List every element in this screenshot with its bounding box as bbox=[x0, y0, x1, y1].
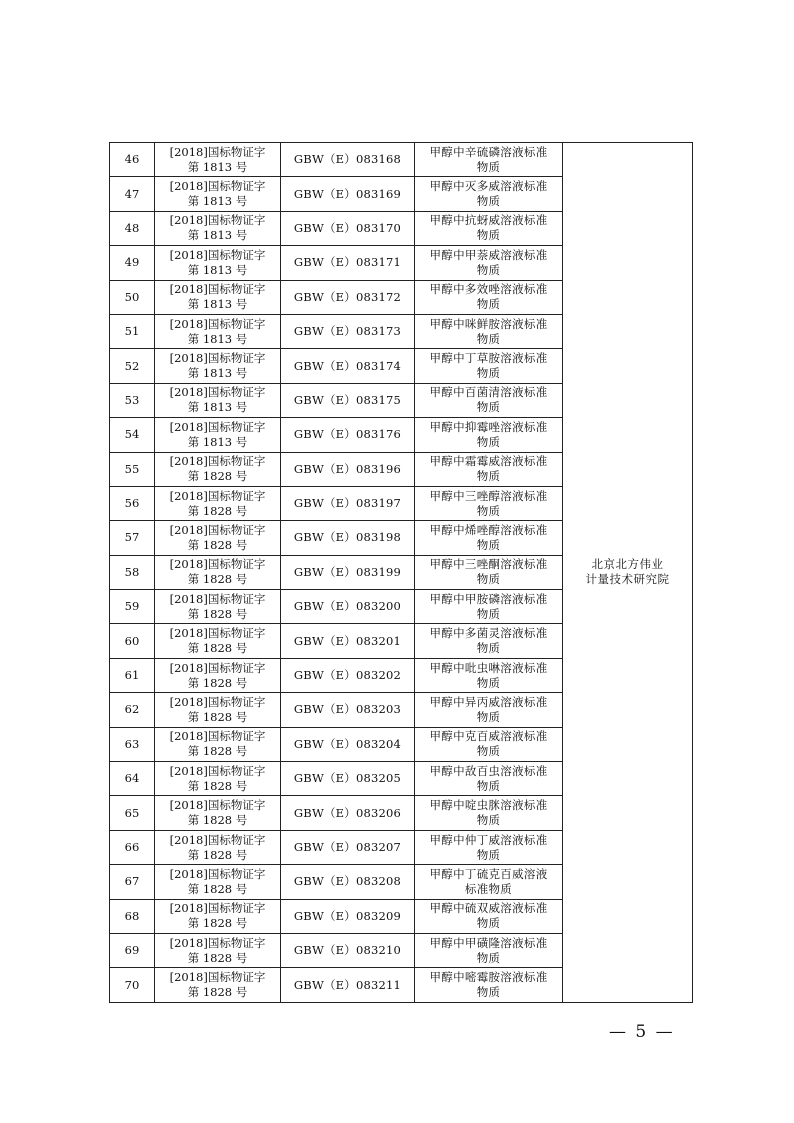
cell-gbw-code: GBW（E）083172 bbox=[281, 280, 415, 314]
cell-material-name bbox=[415, 521, 563, 555]
certificate-line: 第 1813 号 bbox=[187, 331, 248, 346]
cell-material-name bbox=[415, 280, 563, 314]
certificate-line: [2018]国标物证字 bbox=[169, 282, 266, 297]
material-name-line: 物质 bbox=[476, 194, 501, 209]
material-name-line: 甲醇中辛硫磷溶液标准 bbox=[429, 144, 548, 159]
cell-certificate-number bbox=[155, 349, 281, 383]
material-name-line: 物质 bbox=[476, 709, 501, 724]
certificate-line: [2018]国标物证字 bbox=[169, 316, 266, 331]
certificate-line: 第 1828 号 bbox=[187, 675, 248, 690]
cell-certificate-number bbox=[155, 796, 281, 830]
cell-serial-number: 64 bbox=[110, 762, 155, 796]
cell-certificate-number bbox=[155, 968, 281, 1002]
cell-gbw-code: GBW（E）083175 bbox=[281, 383, 415, 417]
cell-material-name bbox=[415, 590, 563, 624]
material-name-line: 甲醇中甲磺隆溶液标准 bbox=[429, 935, 548, 950]
cell-gbw-code: GBW（E）083203 bbox=[281, 693, 415, 727]
unit-line: 计量技术研究院 bbox=[585, 572, 670, 587]
cell-gbw-code: GBW（E）083209 bbox=[281, 899, 415, 933]
certificate-line: [2018]国标物证字 bbox=[169, 591, 266, 606]
cell-serial-number: 55 bbox=[110, 452, 155, 486]
cell-serial-number: 58 bbox=[110, 555, 155, 589]
material-name-line: 甲醇中丁硫克百威溶液 bbox=[429, 866, 548, 881]
material-name-line: 甲醇中烯唑醇溶液标准 bbox=[429, 522, 548, 537]
certificate-line: [2018]国标物证字 bbox=[169, 488, 266, 503]
cell-gbw-code: GBW（E）083210 bbox=[281, 933, 415, 967]
cell-material-name bbox=[415, 865, 563, 899]
cell-material-name bbox=[415, 693, 563, 727]
certificate-line: 第 1813 号 bbox=[187, 262, 248, 277]
cell-gbw-code: GBW（E）083205 bbox=[281, 762, 415, 796]
cell-gbw-code: GBW（E）083196 bbox=[281, 452, 415, 486]
certificate-line: [2018]国标物证字 bbox=[169, 557, 266, 572]
material-name-line: 甲醇中灭多威溶液标准 bbox=[429, 179, 548, 194]
cell-gbw-code: GBW（E）083169 bbox=[281, 177, 415, 211]
cell-serial-number: 68 bbox=[110, 899, 155, 933]
certificate-line: 第 1813 号 bbox=[187, 434, 248, 449]
cell-gbw-code: GBW（E）083202 bbox=[281, 658, 415, 692]
cell-material-name bbox=[415, 555, 563, 589]
certificate-line: 第 1828 号 bbox=[187, 744, 248, 759]
material-name-line: 甲醇中硫双威溶液标准 bbox=[429, 901, 548, 916]
cell-certificate-number bbox=[155, 865, 281, 899]
certificate-line: [2018]国标物证字 bbox=[169, 144, 266, 159]
material-name-line: 物质 bbox=[476, 916, 501, 931]
cell-gbw-code: GBW（E）083207 bbox=[281, 830, 415, 864]
material-name-line: 甲醇中抑霉唑溶液标准 bbox=[429, 419, 548, 434]
certificate-line: 第 1828 号 bbox=[187, 778, 248, 793]
cell-gbw-code: GBW（E）083171 bbox=[281, 246, 415, 280]
material-name-line: 甲醇中甲胺磷溶液标准 bbox=[429, 591, 548, 606]
cell-serial-number: 51 bbox=[110, 314, 155, 348]
cell-certificate-number bbox=[155, 899, 281, 933]
certificate-line: 第 1813 号 bbox=[187, 297, 248, 312]
cell-certificate-number bbox=[155, 693, 281, 727]
certificate-line: 第 1828 号 bbox=[187, 537, 248, 552]
cell-certificate-number bbox=[155, 211, 281, 245]
cell-certificate-number bbox=[155, 933, 281, 967]
certificate-line: [2018]国标物证字 bbox=[169, 351, 266, 366]
material-name-line: 物质 bbox=[476, 675, 501, 690]
cell-material-name bbox=[415, 418, 563, 452]
cell-certificate-number bbox=[155, 246, 281, 280]
material-name-line: 物质 bbox=[476, 744, 501, 759]
material-name-line: 甲醇中异丙威溶液标准 bbox=[429, 694, 548, 709]
material-name-line: 甲醇中克百威溶液标准 bbox=[429, 729, 548, 744]
cell-serial-number: 54 bbox=[110, 418, 155, 452]
table-body bbox=[110, 143, 693, 1003]
cell-serial-number: 47 bbox=[110, 177, 155, 211]
cell-gbw-code: GBW（E）083211 bbox=[281, 968, 415, 1002]
certificate-line: [2018]国标物证字 bbox=[169, 970, 266, 985]
cell-certificate-number bbox=[155, 727, 281, 761]
cell-serial-number: 70 bbox=[110, 968, 155, 1002]
cell-material-name bbox=[415, 968, 563, 1002]
certificate-line: 第 1828 号 bbox=[187, 916, 248, 931]
certificate-line: [2018]国标物证字 bbox=[169, 901, 266, 916]
material-name-line: 物质 bbox=[476, 641, 501, 656]
page-number: — 5 — bbox=[609, 1022, 675, 1042]
material-name-line: 甲醇中咪鲜胺溶液标准 bbox=[429, 316, 548, 331]
cell-gbw-code: GBW（E）083200 bbox=[281, 590, 415, 624]
cell-material-name bbox=[415, 762, 563, 796]
material-name-line: 甲醇中吡虫啉溶液标准 bbox=[429, 660, 548, 675]
material-name-line: 甲醇中霜霉威溶液标准 bbox=[429, 454, 548, 469]
cell-serial-number: 50 bbox=[110, 280, 155, 314]
table-row bbox=[110, 143, 693, 177]
material-name-line: 物质 bbox=[476, 331, 501, 346]
cell-certificate-number bbox=[155, 555, 281, 589]
material-name-line: 甲醇中多菌灵溶液标准 bbox=[429, 626, 548, 641]
cell-certificate-number bbox=[155, 383, 281, 417]
cell-serial-number: 49 bbox=[110, 246, 155, 280]
unit-line: 北京北方伟业 bbox=[591, 557, 664, 572]
material-name-line: 甲醇中敌百虫溶液标准 bbox=[429, 763, 548, 778]
certificate-line: 第 1813 号 bbox=[187, 228, 248, 243]
certificate-line: [2018]国标物证字 bbox=[169, 179, 266, 194]
cell-certificate-number bbox=[155, 177, 281, 211]
cell-certificate-number bbox=[155, 418, 281, 452]
cell-gbw-code: GBW（E）083204 bbox=[281, 727, 415, 761]
cell-gbw-code: GBW（E）083206 bbox=[281, 796, 415, 830]
cell-gbw-code: GBW（E）083201 bbox=[281, 624, 415, 658]
material-name-line: 物质 bbox=[476, 366, 501, 381]
material-name-line: 甲醇中啶虫脒溶液标准 bbox=[429, 798, 548, 813]
cell-certificate-number bbox=[155, 830, 281, 864]
certificate-line: 第 1828 号 bbox=[187, 985, 248, 1000]
material-name-line: 物质 bbox=[476, 537, 501, 552]
certificate-line: 第 1828 号 bbox=[187, 881, 248, 896]
cell-material-name bbox=[415, 899, 563, 933]
material-name-line: 物质 bbox=[476, 985, 501, 1000]
certificate-line: [2018]国标物证字 bbox=[169, 866, 266, 881]
cell-serial-number: 46 bbox=[110, 143, 155, 177]
certificate-line: [2018]国标物证字 bbox=[169, 935, 266, 950]
cell-certificate-number bbox=[155, 486, 281, 520]
material-name-line: 物质 bbox=[476, 813, 501, 828]
cell-developing-unit bbox=[563, 143, 693, 1003]
certificate-line: 第 1828 号 bbox=[187, 606, 248, 621]
cell-material-name bbox=[415, 933, 563, 967]
material-name-line: 物质 bbox=[476, 469, 501, 484]
certificate-line: [2018]国标物证字 bbox=[169, 798, 266, 813]
material-name-line: 物质 bbox=[476, 228, 501, 243]
material-name-line: 物质 bbox=[476, 950, 501, 965]
material-name-line: 甲醇中百菌清溶液标准 bbox=[429, 385, 548, 400]
certificate-line: 第 1813 号 bbox=[187, 366, 248, 381]
cell-certificate-number bbox=[155, 314, 281, 348]
certificate-line: 第 1828 号 bbox=[187, 641, 248, 656]
cell-material-name bbox=[415, 452, 563, 486]
certificate-line: [2018]国标物证字 bbox=[169, 729, 266, 744]
cell-material-name bbox=[415, 246, 563, 280]
cell-certificate-number bbox=[155, 280, 281, 314]
material-name-line: 甲醇中多效唑溶液标准 bbox=[429, 282, 548, 297]
cell-serial-number: 63 bbox=[110, 727, 155, 761]
cell-serial-number: 53 bbox=[110, 383, 155, 417]
material-name-line: 物质 bbox=[476, 503, 501, 518]
cell-serial-number: 52 bbox=[110, 349, 155, 383]
material-name-line: 物质 bbox=[476, 606, 501, 621]
cell-gbw-code: GBW（E）083198 bbox=[281, 521, 415, 555]
cell-certificate-number bbox=[155, 143, 281, 177]
certificate-line: [2018]国标物证字 bbox=[169, 454, 266, 469]
certificate-line: 第 1813 号 bbox=[187, 400, 248, 415]
cell-certificate-number bbox=[155, 590, 281, 624]
certificate-line: 第 1828 号 bbox=[187, 469, 248, 484]
cell-serial-number: 65 bbox=[110, 796, 155, 830]
certificate-line: [2018]国标物证字 bbox=[169, 694, 266, 709]
material-name-line: 标准物质 bbox=[464, 881, 513, 896]
certificate-line: [2018]国标物证字 bbox=[169, 385, 266, 400]
cell-material-name bbox=[415, 383, 563, 417]
cell-material-name bbox=[415, 658, 563, 692]
cell-material-name bbox=[415, 177, 563, 211]
cell-gbw-code: GBW（E）083174 bbox=[281, 349, 415, 383]
cell-gbw-code: GBW（E）083199 bbox=[281, 555, 415, 589]
certificate-line: [2018]国标物证字 bbox=[169, 247, 266, 262]
certificate-line: 第 1828 号 bbox=[187, 503, 248, 518]
cell-certificate-number bbox=[155, 452, 281, 486]
certificate-line: [2018]国标物证字 bbox=[169, 522, 266, 537]
cell-certificate-number bbox=[155, 624, 281, 658]
cell-certificate-number bbox=[155, 521, 281, 555]
cell-serial-number: 59 bbox=[110, 590, 155, 624]
certificate-line: [2018]国标物证字 bbox=[169, 626, 266, 641]
material-name-line: 物质 bbox=[476, 297, 501, 312]
certificate-line: 第 1828 号 bbox=[187, 950, 248, 965]
certificate-line: 第 1828 号 bbox=[187, 572, 248, 587]
material-name-line: 物质 bbox=[476, 400, 501, 415]
certificate-line: 第 1813 号 bbox=[187, 194, 248, 209]
material-name-line: 甲醇中嘧霉胺溶液标准 bbox=[429, 970, 548, 985]
cell-material-name bbox=[415, 211, 563, 245]
cell-serial-number: 69 bbox=[110, 933, 155, 967]
material-name-line: 甲醇中三唑酮溶液标准 bbox=[429, 557, 548, 572]
certificate-line: [2018]国标物证字 bbox=[169, 832, 266, 847]
certificate-line: 第 1828 号 bbox=[187, 813, 248, 828]
reference-material-table bbox=[109, 142, 693, 1003]
cell-serial-number: 67 bbox=[110, 865, 155, 899]
cell-material-name bbox=[415, 624, 563, 658]
certificate-line: 第 1828 号 bbox=[187, 709, 248, 724]
cell-gbw-code: GBW（E）083176 bbox=[281, 418, 415, 452]
cell-material-name bbox=[415, 796, 563, 830]
cell-gbw-code: GBW（E）083197 bbox=[281, 486, 415, 520]
cell-serial-number: 61 bbox=[110, 658, 155, 692]
cell-serial-number: 48 bbox=[110, 211, 155, 245]
cell-material-name bbox=[415, 349, 563, 383]
certificate-line: [2018]国标物证字 bbox=[169, 213, 266, 228]
certificate-line: [2018]国标物证字 bbox=[169, 419, 266, 434]
material-name-line: 物质 bbox=[476, 434, 501, 449]
certificate-line: 第 1828 号 bbox=[187, 847, 248, 862]
material-name-line: 甲醇中抗蚜威溶液标准 bbox=[429, 213, 548, 228]
cell-serial-number: 66 bbox=[110, 830, 155, 864]
material-name-line: 物质 bbox=[476, 262, 501, 277]
certificate-line: [2018]国标物证字 bbox=[169, 660, 266, 675]
material-name-line: 物质 bbox=[476, 847, 501, 862]
cell-serial-number: 57 bbox=[110, 521, 155, 555]
material-name-line: 物质 bbox=[476, 159, 501, 174]
cell-serial-number: 62 bbox=[110, 693, 155, 727]
cell-material-name bbox=[415, 830, 563, 864]
material-name-line: 甲醇中仲丁威溶液标准 bbox=[429, 832, 548, 847]
material-name-line: 甲醇中甲萘威溶液标准 bbox=[429, 247, 548, 262]
material-name-line: 物质 bbox=[476, 572, 501, 587]
cell-material-name bbox=[415, 314, 563, 348]
cell-gbw-code: GBW（E）083208 bbox=[281, 865, 415, 899]
cell-material-name bbox=[415, 486, 563, 520]
cell-gbw-code: GBW（E）083168 bbox=[281, 143, 415, 177]
cell-certificate-number bbox=[155, 658, 281, 692]
material-name-line: 甲醇中三唑醇溶液标准 bbox=[429, 488, 548, 503]
material-name-line: 物质 bbox=[476, 778, 501, 793]
material-name-line: 甲醇中丁草胺溶液标准 bbox=[429, 351, 548, 366]
cell-serial-number: 60 bbox=[110, 624, 155, 658]
cell-gbw-code: GBW（E）083170 bbox=[281, 211, 415, 245]
certificate-line: 第 1813 号 bbox=[187, 159, 248, 174]
cell-gbw-code: GBW（E）083173 bbox=[281, 314, 415, 348]
certificate-line: [2018]国标物证字 bbox=[169, 763, 266, 778]
cell-serial-number: 56 bbox=[110, 486, 155, 520]
cell-certificate-number bbox=[155, 762, 281, 796]
cell-material-name bbox=[415, 143, 563, 177]
cell-material-name bbox=[415, 727, 563, 761]
